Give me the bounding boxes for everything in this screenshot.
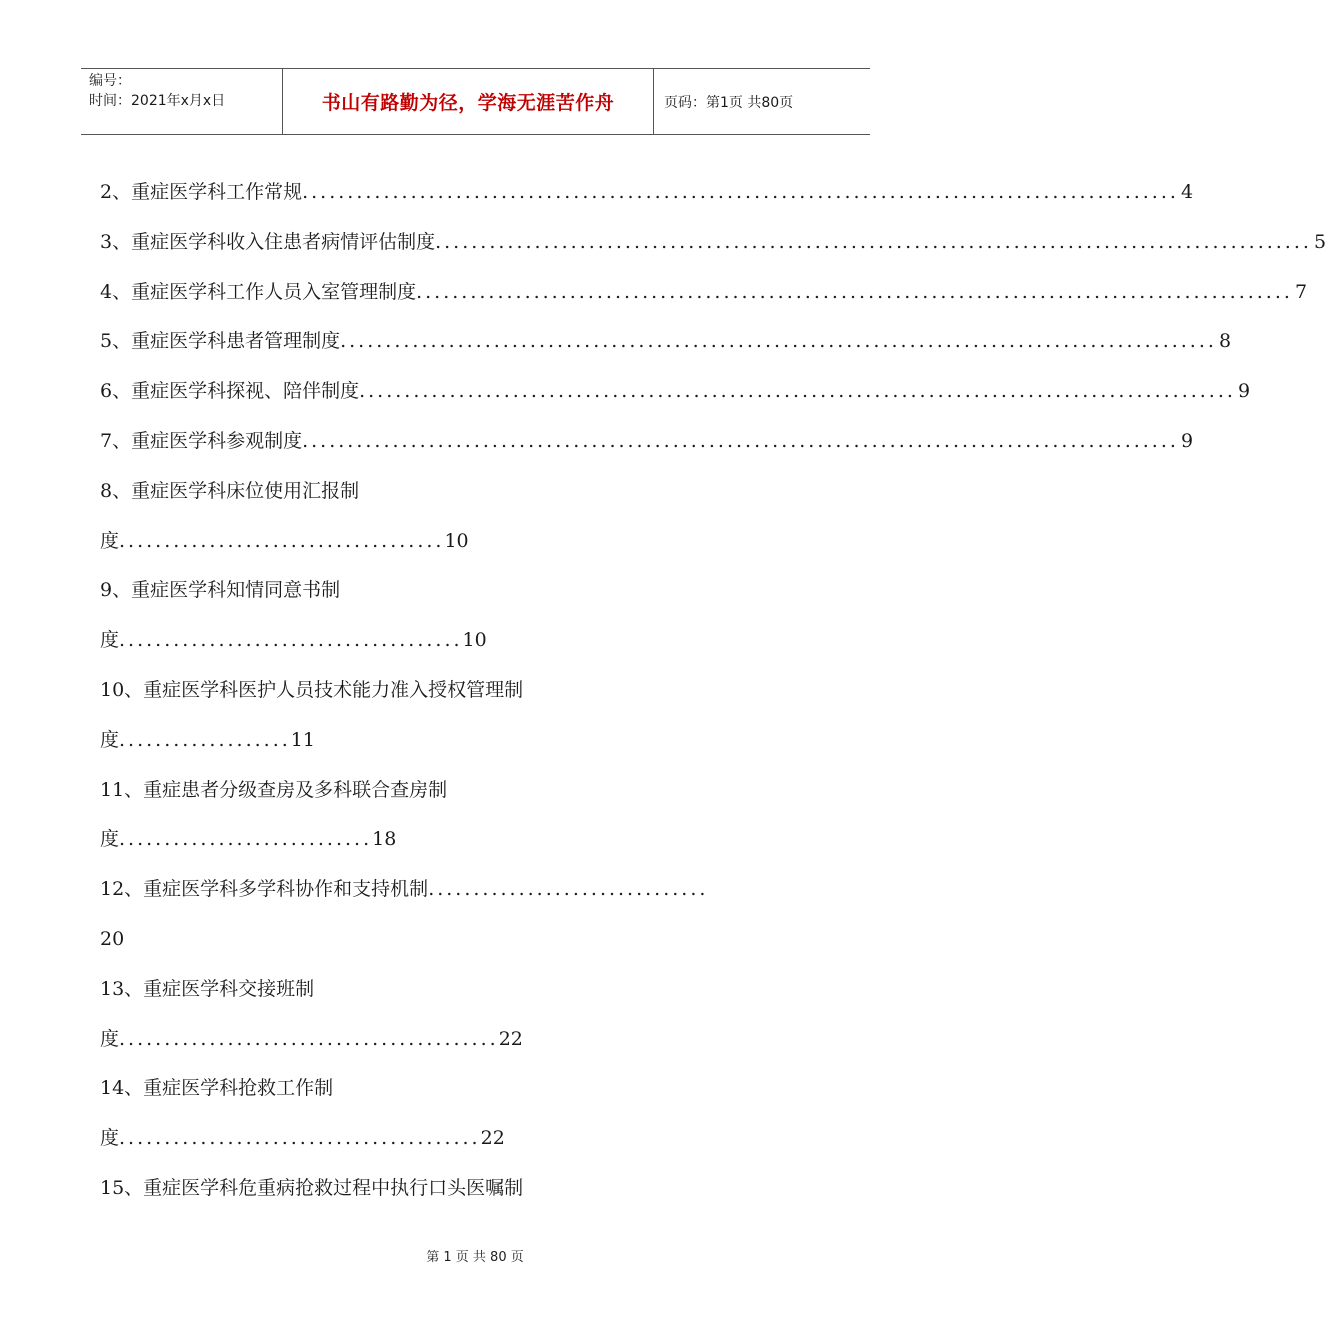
toc-leader-dots: ........................................ xyxy=(119,1127,481,1150)
toc-entry-title: 3、重症医学科收入住患者病情评估制度 xyxy=(100,230,436,253)
toc-entry-14[interactable] xyxy=(100,1066,850,1116)
toc-entry-title: 5、重症医学科患者管理制度 xyxy=(100,330,341,353)
toc-entry-title: 8、重症医学科床位使用汇报制 xyxy=(100,479,360,502)
toc-entry-page: 5 xyxy=(1313,230,1326,253)
toc-entry-title: 11、重症患者分级查房及多科联合查房制 xyxy=(100,778,448,801)
toc-entry-page: 7 xyxy=(1294,280,1308,303)
toc-leader-dots: ................... xyxy=(119,728,291,751)
toc-entry-title-cont: 度 xyxy=(100,1027,120,1050)
page-footer: 第 1 页 共 80 页 xyxy=(426,1250,524,1265)
toc-entry-9[interactable] xyxy=(100,568,850,618)
header-meta-cell xyxy=(81,69,283,134)
toc-entry-5[interactable] xyxy=(100,319,1232,369)
toc-leader-dots: ................................................................................................. xyxy=(416,280,1293,303)
toc-entry-page: 11 xyxy=(290,728,315,751)
header-page-info: 页码：第1页 共80页 xyxy=(664,94,794,111)
toc-entry-10-continued[interactable] xyxy=(100,718,850,768)
toc-entry-3[interactable] xyxy=(100,220,1326,270)
toc-entry-page: 4 xyxy=(1180,181,1194,203)
toc-leader-dots: .................................... xyxy=(119,529,445,552)
table-of-contents xyxy=(100,170,1326,1216)
toc-entry-title-cont: 度 xyxy=(100,728,120,751)
toc-entry-title: 14、重症医学科抢救工作制 xyxy=(100,1077,334,1100)
toc-entry-title-cont: 度 xyxy=(100,828,120,851)
toc-entry-12-page[interactable] xyxy=(100,917,850,967)
toc-entry-12[interactable] xyxy=(100,867,850,917)
toc-entry-title: 12、重症医学科多学科协作和支持机制 xyxy=(100,878,429,901)
toc-leader-dots: .......................................... xyxy=(119,1027,499,1050)
toc-entry-page: 9 xyxy=(1180,429,1194,452)
page-header xyxy=(81,68,870,135)
toc-entry-13-continued[interactable] xyxy=(100,1017,850,1067)
doc-number-label: 编号： xyxy=(89,73,131,89)
toc-entry-11[interactable] xyxy=(100,768,850,818)
toc-entry-4[interactable] xyxy=(100,270,1308,320)
toc-entry-title: 15、重症医学科危重病抢救过程中执行口头医嘱制 xyxy=(100,1176,524,1199)
toc-entry-page: 18 xyxy=(372,828,397,851)
toc-entry-15[interactable] xyxy=(100,1166,850,1216)
toc-entry-title: 13、重症医学科交接班制 xyxy=(100,977,315,1000)
toc-leader-dots: ............................ xyxy=(119,828,373,851)
toc-entry-page: 22 xyxy=(498,1027,523,1050)
toc-entry-10[interactable] xyxy=(100,668,850,718)
toc-entry-title: 2、重症医学科工作常规 xyxy=(100,181,303,203)
toc-entry-title-cont: 度 xyxy=(100,1127,120,1150)
toc-entry-9-continued[interactable] xyxy=(100,618,850,668)
toc-entry-page: 10 xyxy=(444,529,469,552)
toc-leader-dots: ................................................................................................. xyxy=(340,330,1217,353)
toc-leader-dots: ................................................................................................. xyxy=(302,429,1179,452)
toc-leader-dots: ...................................... xyxy=(119,629,463,652)
toc-entry-title: 7、重症医学科参观制度 xyxy=(100,429,303,452)
toc-entry-13[interactable] xyxy=(100,967,850,1017)
toc-entry-title: 10、重症医学科医护人员技术能力准入授权管理制 xyxy=(100,678,524,701)
toc-entry-14-continued[interactable] xyxy=(100,1116,850,1166)
toc-entry-title-cont: 度 xyxy=(100,529,120,552)
toc-entry-2[interactable] xyxy=(100,170,1194,220)
doc-time-label: 时间：2021年x月x日 xyxy=(89,93,226,109)
toc-entry-page: 9 xyxy=(1237,380,1251,403)
toc-leader-dots: ................................................................................................. xyxy=(435,230,1312,253)
toc-entry-11-continued[interactable] xyxy=(100,817,850,867)
toc-entry-page: 8 xyxy=(1218,330,1232,353)
toc-entry-page: 10 xyxy=(462,629,487,652)
toc-entry-8-continued[interactable] xyxy=(100,519,850,569)
toc-entry-title: 4、重症医学科工作人员入室管理制度 xyxy=(100,280,417,303)
toc-leader-dots: ................................................................................................. xyxy=(302,181,1179,203)
toc-entry-title: 9、重症医学科知情同意书制 xyxy=(100,579,341,602)
header-motto: 书山有路勤为径，学海无涯苦作舟 xyxy=(283,69,654,134)
toc-entry-page: 20 xyxy=(100,927,125,950)
toc-entry-title: 6、重症医学科探视、陪伴制度 xyxy=(100,380,360,403)
toc-entry-title-cont: 度 xyxy=(100,629,120,652)
toc-entry-6[interactable] xyxy=(100,369,1251,419)
toc-entry-7[interactable] xyxy=(100,419,1194,469)
toc-entry-8[interactable] xyxy=(100,469,850,519)
toc-leader-dots: ................................................................................................. xyxy=(359,380,1236,403)
toc-entry-page: 22 xyxy=(480,1127,505,1150)
toc-leader-dots: ............................... xyxy=(428,878,709,901)
